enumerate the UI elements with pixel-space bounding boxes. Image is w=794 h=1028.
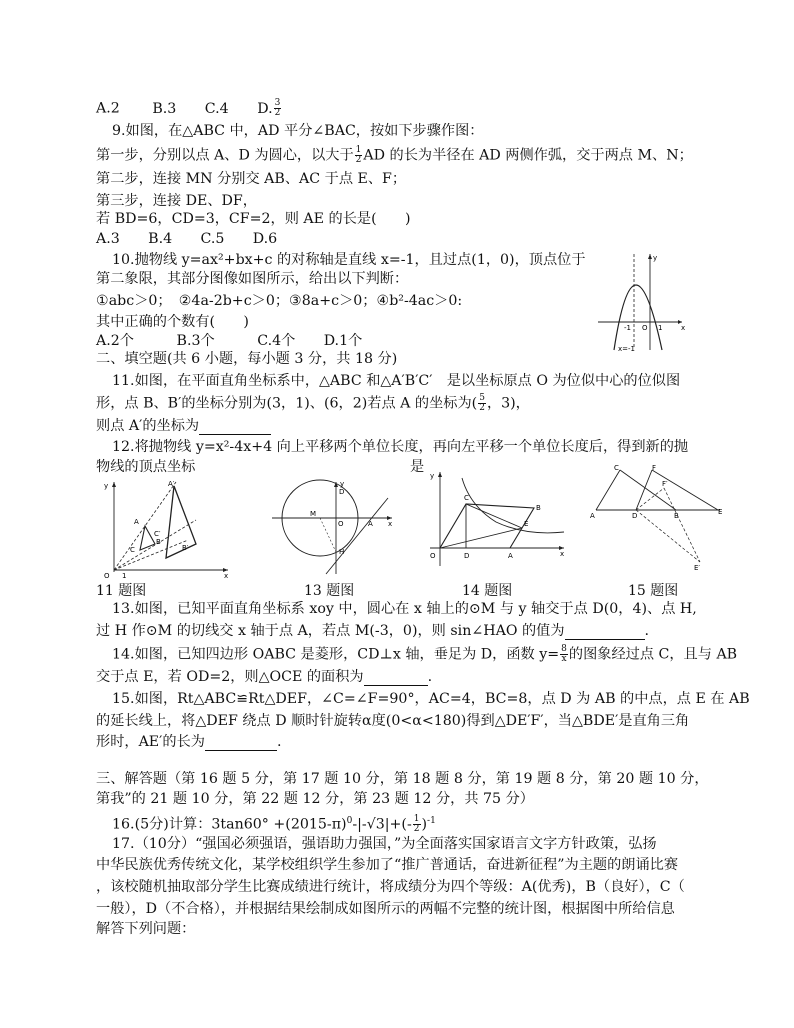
fig11-label-a: A	[134, 518, 139, 526]
q9-step2: 第二步，连接 MN 分别交 AB、AC 于点 E、F；	[96, 171, 407, 187]
fig11-label-b: B	[156, 538, 161, 546]
q11-line-3: 则点 A′的坐标为	[96, 417, 271, 435]
fig15-caption: 15 题图	[628, 583, 679, 599]
fig13-label-m: M	[310, 510, 317, 518]
q13-line-1: 13.如图，已知平面直角坐标系 xoy 中，圆心在 x 轴上的⊙M 与 y 轴交于点 D(0，4)、点 H,	[112, 601, 697, 617]
q11-answer-blank	[199, 420, 271, 435]
fig11-y-label: y	[104, 482, 109, 490]
q15-line-2: 的延长线上，将△DEF 绕点 D 顺时针旋转α度(0<α<180)得到△DE′F′，当△BDE′是直角三角	[96, 713, 690, 729]
fig14-x-label: x	[560, 550, 565, 558]
q9-stem: 9.如图，在△ABC 中，AD 平分∠BAC，按如下步骤作图：	[112, 123, 484, 139]
fig15-rotated-triangles	[590, 466, 726, 576]
q14-answer-blank	[364, 671, 428, 686]
fig15-label-c: C	[614, 464, 619, 472]
q15-line-1: 15.如图，Rt△ABC≌Rt△DEF，∠C=∠F=90°，AC=4，BC=8，点 D 为 AB 的中点，点 E 在 AB	[112, 691, 750, 707]
fig11-label-a1: A′	[168, 480, 175, 488]
fig11-caption: 11 题图	[96, 583, 147, 599]
fig11-label-c: C	[130, 546, 135, 554]
fig15-label-b: B	[674, 512, 679, 520]
q12-line-1: 12.将抛物线 y=x²-4x+4 向上平移两个单位长度，再向左平移一个单位长度后，得到新的抛	[112, 439, 689, 455]
fig11-label-c1: C′	[154, 530, 161, 538]
q10-stem-1: 10.抛物线 y=ax²+bx+c 的对称轴是直线 x=-1，且过点(1，0)，顶点位于	[112, 252, 586, 268]
fig11-origin: O	[104, 572, 110, 580]
fig14-label-c: C	[464, 494, 469, 502]
q9-step3: 第三步，连接 DE、DF，	[96, 193, 257, 209]
fig13-x-label: x	[388, 520, 393, 528]
q16-expression: 16.(5分)计算：$3\tan 60^\circ +(2015-\pi)^0-|-√3|+(-$ $\frac{1}{2}$ )$^{-1}$	[112, 814, 436, 835]
q8-option-c: C.4	[204, 100, 229, 117]
fig14-rhombus	[426, 470, 568, 570]
q9-step1: 第一步，分别以点 A、D 为圆心，以大于 $\frac{1}{2}$ AD 的长为半径在 AD 两侧作弧，交于两点 M、N；	[96, 145, 693, 165]
q11-line-1: 11.如图，在平面直角坐标系中，△ABC 和△A′B′C′ 是以坐标原点 O 为位似中心的位似图	[112, 373, 681, 389]
fig11-one: 1	[122, 572, 127, 580]
q14-line-1: 14.如图，已知四边形 OABC 是菱形，CD⊥x 轴，垂足为 D，函数 y= $\frac{8}{x}$ 的图象经过点 C，且与 AB	[112, 644, 738, 664]
q12-line-2-end: 是	[410, 459, 425, 475]
q10-fig-axis-label: x=-1	[618, 345, 635, 353]
q8-option-d: D. $\frac{3}{2}$	[257, 98, 281, 118]
section-3-title-2: 第我”的 21 题 10 分，第 22 题 12 分，第 23 题 12 分，共 75 分）	[96, 791, 534, 807]
q10-judgements: ①abc＞0； ②4a-2b+c＞0；③8a+c＞0；④b²-4ac＞0:	[96, 293, 463, 309]
section-2-title: 二、填空题(共 6 小题，每小题 3 分，共 18 分)	[96, 351, 398, 367]
fig14-caption: 14 题图	[462, 583, 513, 599]
q10-fig-x-label: x	[681, 324, 686, 332]
q17-line-4: 一般），D（不合格），并根据结果绘制成如图所示的两幅不完整的统计图，根据图中所给信息	[96, 901, 675, 917]
fig14-label-b: B	[536, 504, 541, 512]
fig13-caption: 13 题图	[304, 583, 355, 599]
q9-options: A.3 B.4 C.5 D.6	[96, 231, 278, 247]
q10-fig-minus-one: -1	[624, 324, 631, 332]
fig11-x-label: x	[224, 572, 229, 580]
fig15-label-d: D	[632, 512, 638, 520]
q8-options	[96, 99, 282, 118]
fig15-label-e: E	[718, 508, 723, 516]
q8-option-a: A.2	[96, 100, 120, 117]
fig11-similar-triangles	[96, 478, 236, 578]
q10-stem-2: 第二象限，其部分图像如图所示，给出以下判断：	[96, 271, 409, 287]
fig13-origin: O	[338, 520, 344, 528]
fig11-label-b1: B′	[182, 544, 189, 552]
q15-answer-blank	[205, 736, 277, 751]
fig14-label-e: E	[524, 520, 529, 528]
fig14-label-a: A	[508, 552, 513, 560]
fig13-label-a: A	[368, 520, 373, 528]
q10-ask: 其中正确的个数有( )	[96, 314, 249, 330]
fig14-origin: O	[430, 552, 436, 560]
q11-line-2: 形，点 B、B′的坐标分别为(3，1)、(6，2)若点 A 的坐标为( $\frac{5}{2}$ ，3)，	[96, 393, 530, 413]
q15-line-3: 形时，AE′的长为 .	[96, 734, 282, 750]
q17-line-3: ，该校随机抽取部分学生比赛成绩进行统计，将成绩分为四个等级：A(优秀)，B（良好），C（	[96, 879, 685, 895]
q9-condition: 若 BD=6，CD=3，CF=2，则 AE 的长是( )	[96, 211, 411, 227]
q13-line-2: 过 H 作⊙M 的切线交 x 轴于点 A，若点 M(-3，0)，则 sin∠HAO 的值为 .	[96, 623, 650, 639]
q17-line-1: 17.（10分）“强国必须强语，强语助力强国，”为全面落实国家语言文字方针政策，弘扬	[112, 836, 657, 852]
q13-answer-blank	[565, 625, 645, 640]
q10-fig-y-label: y	[653, 254, 658, 262]
fig15-label-e1: E′	[694, 564, 701, 572]
fig13-label-d: D	[339, 488, 345, 496]
q10-parabola-figure	[596, 250, 688, 352]
q10-options: A.2个 B.3个 C.4个 D.1个	[96, 333, 363, 349]
fig14-y-label: y	[430, 472, 435, 480]
fig13-circle-tangent	[268, 478, 398, 578]
q17-line-5: 解答下列问题：	[96, 921, 196, 937]
q10-fig-origin: O	[642, 324, 648, 332]
fig13-label-h: H	[339, 548, 345, 556]
fig15-label-f1: F′	[662, 480, 668, 488]
q14-line-2: 交于点 E，若 OD=2，则△OCE 的面积为 .	[96, 669, 433, 685]
fig15-label-f: F	[652, 464, 657, 472]
q8-option-b: B.3	[152, 100, 177, 117]
fig13-y-label: y	[340, 480, 345, 488]
q17-line-2: 中华民族优秀传统文化，某学校组织学生参加了“推广普通话，奋进新征程”为主题的朗诵比赛	[96, 857, 679, 873]
section-3-title-1: 三、解答题（第 16 题 5 分，第 17 题 10 分，第 18 题 8 分，第 19 题 8 分，第 20 题 10 分，	[96, 771, 709, 787]
fig14-label-d: D	[464, 552, 470, 560]
q10-fig-one: 1	[658, 324, 663, 332]
fig15-label-a: A	[590, 512, 595, 520]
q12-line-2: 物线的顶点坐标	[96, 459, 196, 475]
